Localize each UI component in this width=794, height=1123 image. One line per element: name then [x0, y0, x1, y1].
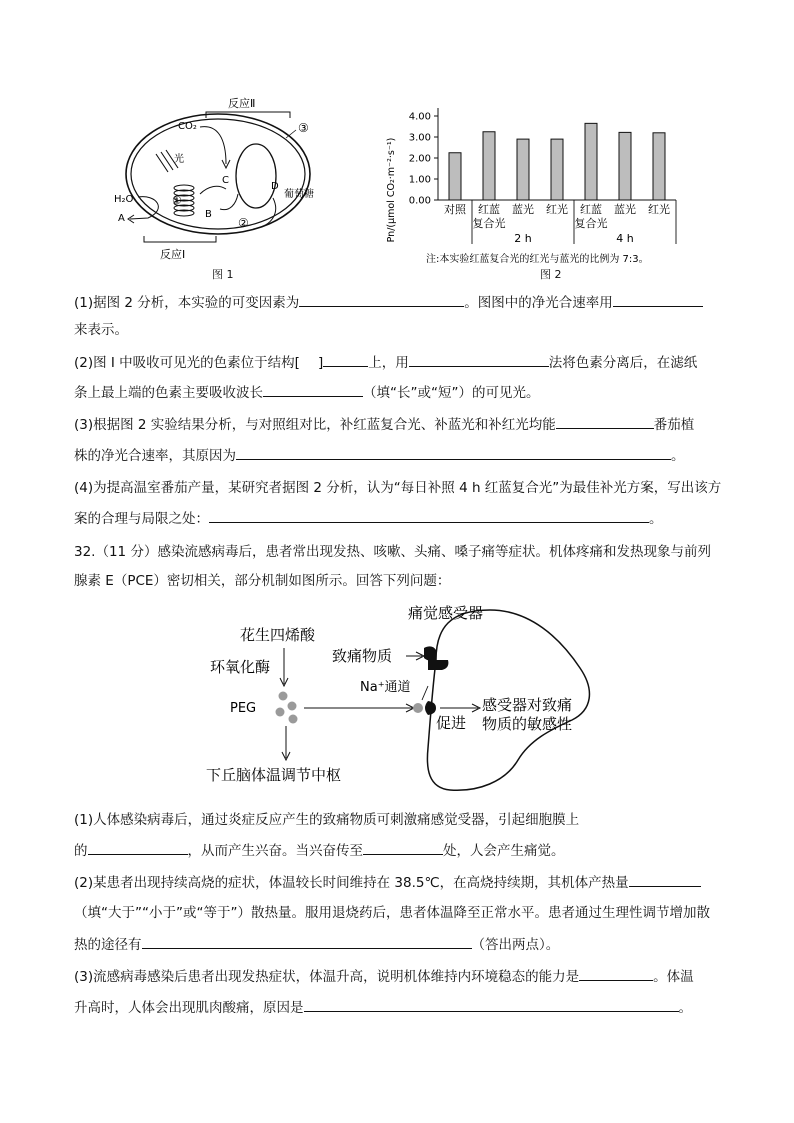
stroma-2-label: ②	[238, 216, 249, 230]
y-tick-label: 0.00	[408, 195, 431, 207]
h2o-label: H₂O	[114, 194, 134, 205]
q31-p2-text-c: 上，用	[368, 355, 409, 371]
q32-part1-line2	[74, 840, 724, 861]
q31-p2-blank1	[323, 352, 368, 367]
q32-p2-text-d: （答出两点）。	[471, 937, 560, 953]
q32-p1-blank1	[88, 840, 188, 855]
q31-part4-line1: (4)为提高温室番茄产量，某研究者据图 2 分析，认为“每日补照 4 h 红蓝复合光”为最佳补光方案，写出该方	[74, 480, 722, 496]
x-tick-label: 红蓝	[580, 203, 602, 216]
q31-p2-text-f: （填“长”或“短”）的可见光。	[363, 385, 540, 401]
glucose-label: 葡萄糖	[284, 189, 314, 200]
q31-p2-blank3	[263, 382, 363, 397]
x-axis	[438, 200, 676, 245]
q32-p2-blank1	[629, 872, 701, 887]
q31-p2-text-a: (2)图 I 中吸收可见光的色素位于结构[	[74, 355, 300, 371]
peg-molecules	[276, 692, 298, 724]
hypothalamus-label: 下丘脑体温调节中枢	[206, 766, 342, 784]
y-axis	[409, 108, 438, 207]
promote-label: 促进	[436, 714, 467, 732]
q32-intro-line1: 32.（11 分）感染流感病毒后，患者常出现发热、咳嗽、头痛、嗓子痛等症状。机体疼痛和发热现象与前列	[74, 544, 711, 560]
x-tick-sublabel: 复合光	[472, 217, 506, 230]
x-tick-label: 蓝光	[614, 203, 636, 216]
y-tick-label: 2.00	[408, 153, 431, 165]
bar	[449, 153, 461, 200]
pain-substance-label: 致痛物质	[332, 647, 393, 665]
x-tick-label: 对照	[444, 203, 466, 216]
bar	[585, 123, 597, 200]
q32-p1-text-c: ，从而产生兴奋。当兴奋传至	[187, 843, 363, 859]
y-tick-label: 4.00	[408, 111, 431, 123]
sensitivity-label-1: 感受器对致痛	[482, 696, 573, 714]
q31-p1-text-a: (1)据图 2 分析，本实验的可变因素为	[74, 295, 300, 311]
receptor-label: 痛觉感受器	[408, 604, 484, 622]
q31-p1-text-b: 。图图中的净光合速率用	[464, 295, 613, 311]
q31-p3-text-c: 株的净光合速率，其原因为	[74, 448, 236, 464]
bar	[517, 139, 529, 200]
q31-part3-line1	[74, 414, 724, 435]
figure-1-caption: 图 1	[212, 268, 234, 281]
q31-part2-line1	[74, 352, 724, 373]
bar	[653, 133, 665, 200]
q32-p3-text-b: 。体温	[653, 969, 694, 985]
arachidonic-acid-label: 花生四烯酸	[240, 626, 316, 644]
x-tick-label: 红光	[546, 203, 568, 216]
q31-p4-blank	[209, 508, 649, 523]
q31-p2-text-b: ]	[317, 355, 324, 371]
bar	[483, 132, 495, 200]
group-label-4h: 4 h	[616, 232, 634, 245]
q32-part2-line2: （填“大于”“小于”或“等于”）散热量。服用退烧药后，患者体温降至正常水平。患者通过生理性调节增加散	[74, 905, 710, 921]
y-axis-label: Pn/(μmol CO₂·m⁻²·s⁻¹)	[386, 137, 397, 243]
c-label: C	[222, 175, 229, 186]
q31-p2-blank2	[409, 352, 549, 367]
bars	[449, 123, 665, 200]
y-tick-label: 3.00	[408, 132, 431, 144]
y-tick-label: 1.00	[408, 174, 431, 186]
figure-2-bar-chart	[380, 94, 720, 266]
q32-part3-line2	[74, 997, 724, 1018]
q31-part1-line2: 来表示。	[74, 322, 128, 338]
q31-part3-line2	[74, 445, 724, 466]
sensitivity-label-2: 物质的敏感性	[482, 715, 573, 733]
q32-p2-text-c: 热的途径有	[74, 937, 142, 953]
peg-receptor-site	[425, 701, 436, 715]
q32-p3-text-c: 升高时，人体会出现肌肉酸痛，原因是	[74, 1000, 304, 1016]
q31-p1-blank2	[613, 292, 703, 307]
bar	[619, 132, 631, 200]
peg-bound	[413, 703, 423, 713]
q32-p2-blank2	[142, 934, 472, 949]
grana-1-label: ①	[172, 194, 182, 207]
q31-p3-blank2	[236, 445, 671, 460]
cox-label: 环氧化酶	[210, 658, 271, 676]
q31-p4-text-b: 案的合理与局限之处：	[74, 511, 209, 527]
q32-p1-text-d: 处，人会产生痛觉。	[443, 843, 565, 859]
q31-p4-text-c: 。	[649, 511, 663, 527]
reaction2-label: 反应Ⅱ	[228, 97, 256, 110]
q32-p3-text-a: (3)流感病毒感染后患者出现发热症状，体温升高，说明机体维持内环境稳态的能力是	[74, 969, 580, 985]
q31-p1-blank1	[299, 292, 464, 307]
q32-p1-text-b: 的	[74, 843, 88, 859]
q31-p2-text-e: 条上最上端的色素主要吸收波长	[74, 385, 263, 401]
a-label: A	[118, 213, 125, 224]
x-tick-label: 红蓝	[478, 203, 500, 216]
q31-p3-text-a: (3)根据图 2 实验结果分析，与对照组对比，补红蓝复合光、补蓝光和补红光均能	[74, 417, 556, 433]
x-tick-label: 蓝光	[512, 203, 534, 216]
figure-3-pge-mechanism	[200, 598, 620, 798]
q32-p3-blank1	[579, 966, 653, 981]
q32-p3-text-d: 。	[678, 1000, 692, 1016]
figure-1-chloroplast-diagram	[108, 94, 328, 286]
reaction1-label: 反应Ⅰ	[160, 248, 186, 261]
q31-part4-line2	[74, 508, 724, 529]
membrane-3-label: ③	[298, 121, 309, 135]
group-label-2h: 2 h	[514, 232, 532, 245]
x-tick-sublabel: 复合光	[574, 217, 608, 230]
figure-2-caption: 图 2	[540, 268, 562, 281]
d-label: D	[271, 181, 279, 192]
q31-part2-line2	[74, 382, 724, 403]
x-tick-label: 红光	[648, 203, 670, 216]
q32-part2-line3	[74, 934, 724, 955]
q32-part2-line1	[74, 872, 724, 893]
peg-label: PEG	[230, 701, 257, 716]
co2-label: CO₂	[178, 121, 197, 132]
bar	[551, 139, 563, 200]
q32-p3-blank2	[304, 997, 679, 1012]
q31-p3-text-b: 番茄植	[653, 417, 695, 433]
b-label: B	[205, 209, 212, 220]
q31-p3-text-d: 。	[671, 448, 685, 464]
q32-part3-line1	[74, 966, 724, 987]
q31-p3-blank1	[556, 414, 654, 429]
q31-p2-text-d: 法将色素分离后，在滤纸	[548, 355, 698, 371]
q32-p2-text-a: (2)某患者出现持续高烧的症状，体温较长时间维持在 38.5℃，在高烧持续期，其机体产热量	[74, 875, 629, 891]
q32-intro-line2: 腺素 E（PCE）密切相关，部分机制如图所示。回答下列问题：	[74, 573, 451, 589]
na-channel-label: Na⁺通道	[360, 680, 411, 695]
q32-part1-line1: (1)人体感染病毒后，通过炎症反应产生的致痛物质可刺激痛感觉受器，引起细胞膜上	[74, 812, 580, 828]
q32-p1-blank2	[363, 840, 443, 855]
figure-2-note: 注:本实验红蓝复合光的红光与蓝光的比例为 7:3。	[426, 254, 649, 265]
light-label: 光	[174, 154, 184, 165]
q31-part1-line1	[74, 292, 724, 313]
